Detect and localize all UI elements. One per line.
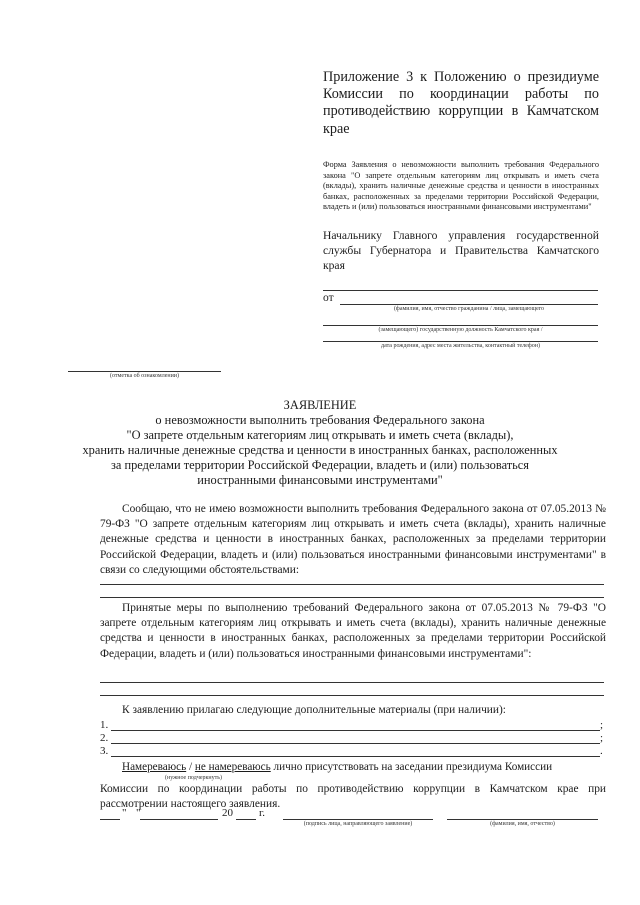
attachment-end-2: ; [600,732,604,744]
date-year-line[interactable] [236,819,256,820]
from-label: от [323,292,334,304]
attachment-line-2[interactable] [111,743,600,744]
addressee: Начальнику Главного управления государственной службы Губернатора и Правительства Камчатского края [323,229,599,273]
birth-line[interactable] [323,341,598,342]
intent-hint: (нужное подчеркнуть) [165,775,222,781]
hint-birth: дата рождения, адрес места жительства, контактный телефон) [381,343,540,349]
intent-option-yes[interactable]: Намереваюсь [122,761,187,773]
attachment-line-1[interactable] [111,730,600,731]
intent-sep: / [186,761,195,773]
circumstances-line-2[interactable] [100,597,604,598]
addressee-line-top[interactable] [323,290,598,291]
appendix-header: Приложение 3 к Положению о президиуме Комиссии по координации работы по противодействию коррупции в Камчатском крае [323,69,599,137]
intent-continuation: Комиссии по координации работы по противодействию коррупции в Камчатском крае при рассмотрении настоящего заявления. [100,783,606,811]
date-quote-open: " [122,807,127,819]
attachment-end-1: ; [600,719,604,731]
paragraph-measures: Принятые меры по выполнению требований Федерального закона от 07.05.2013 № 79-ФЗ "О запрете отдельным категориям лиц открывать и иметь счета (вклады), хранить наличные денежные средства и ценности в иностранных банках, расположенных за пределами территории Российской Федерации, владеть и (или) пользоваться иностранными финансовыми инструментами": [100,602,606,660]
circumstances-line-1[interactable] [100,584,604,585]
date-quote-close: " [136,807,141,819]
fullname-line[interactable] [447,819,598,820]
attachment-num-1: 1. [100,719,109,731]
title-line-5: иностранными финансовыми инструментами" [197,473,443,487]
date-year-suffix: г. [259,807,266,819]
measures-line-2[interactable] [100,695,604,696]
intent-option-no[interactable]: не намереваюсь [194,761,271,773]
attachment-line-3[interactable] [111,756,600,757]
attachment-num-2: 2. [100,732,109,744]
position-line[interactable] [323,325,598,326]
fullname-hint: (фамилия, имя, отчество) [490,821,555,827]
signature-line[interactable] [283,819,433,820]
intent-line [122,760,606,774]
title-line-4: за пределами территории Российской Федерации, владеть и (или) пользоваться [110,458,530,472]
date-month-line[interactable] [140,819,218,820]
date-day-line[interactable] [100,819,120,820]
title-line-2: "О запрете отдельным категориям лиц открывать и иметь счета (вклады), [126,428,514,442]
paragraph-attachments: К заявлению прилагаю следующие дополнительные материалы (при наличии): [122,704,506,716]
attachment-end-3: . [600,745,603,757]
paragraph-circumstances: Сообщаю, что не имею возможности выполнить требования Федерального закона от 07.05.2013 № 79-ФЗ "О запрете отдельным категориям лиц открывать и иметь счета (вклады), хранить наличные денежные средства и ценности в иностранных банках, расположенных за пределами территории Российской Федерации, владеть и (или) пользоваться иностранными финансовыми инструментами" в связи со следующими обстоятельствами: [100,503,606,576]
intent-rest: лично присутствовать на заседании президиума Комиссии [270,761,553,773]
from-line[interactable] [340,304,598,305]
hint-position: (замещающего) государственную должность Камчатского края / [378,327,543,333]
measures-line-1[interactable] [100,682,604,683]
document-title: ЗАЯВЛЕНИЕ [283,398,357,412]
attachment-num-3: 3. [100,745,109,757]
mark-hint: (отметка об ознакомлении) [110,373,179,379]
signature-hint: (подпись лица, направляющего заявление) [303,821,413,827]
hint-name: (фамилия, имя, отчество гражданина / лица, замещающего [393,306,545,312]
title-line-3: хранить наличные денежные средства и ценности в иностранных банках, расположенных [82,443,558,457]
title-line-1: о невозможности выполнить требования Федерального закона [155,413,485,427]
mark-line[interactable] [68,371,221,372]
form-note: Форма Заявления о невозможности выполнить требования Федерального закона "О запрете отдельным категориям лиц открывать и иметь счета (вклады), хранить наличные денежные средства и ценности в иностранных банках, расположенных за пределами территории Российской Федерации, владеть и (или) пользоваться иностранными финансовыми инструментами" [323,160,599,212]
date-year-prefix: 20 [222,807,233,819]
